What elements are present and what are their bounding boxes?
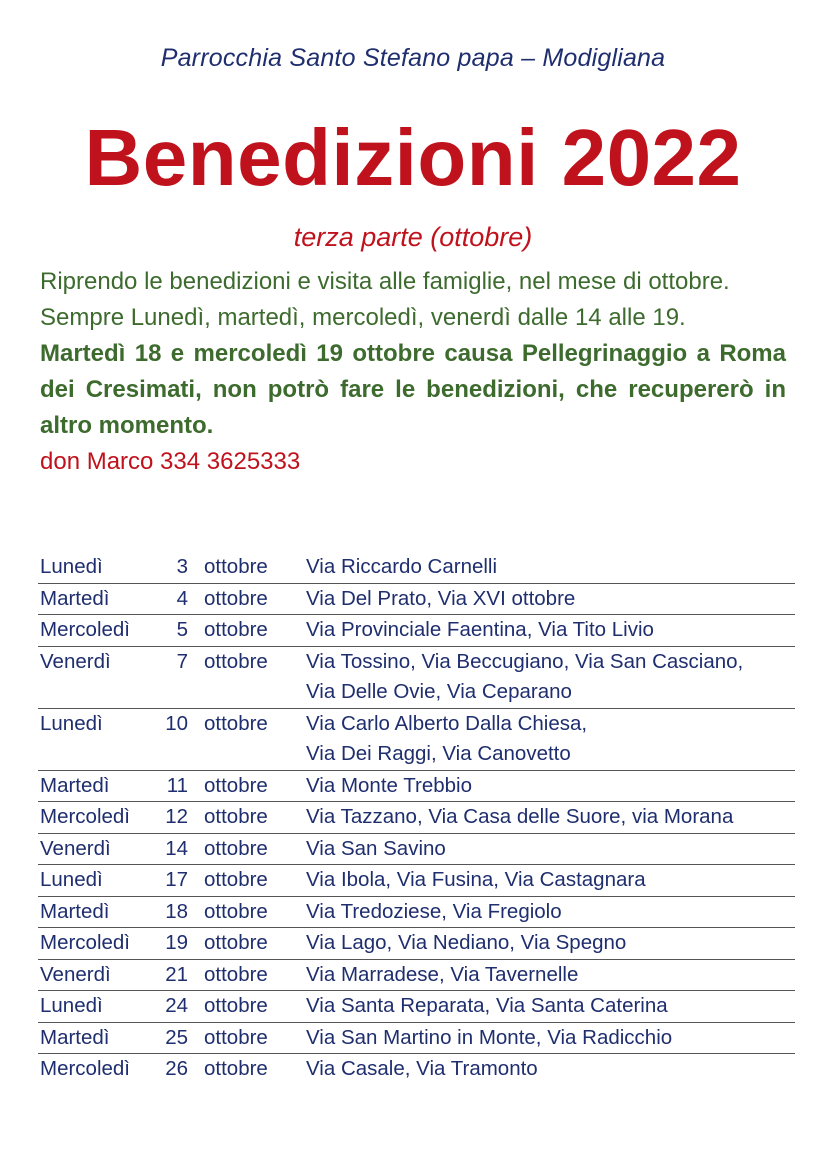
- schedule-streets: [306, 897, 795, 928]
- schedule-date: 17: [165, 868, 188, 891]
- schedule-day: Venerdì: [40, 836, 111, 860]
- street-line: Via San Savino: [306, 836, 446, 860]
- schedule-day: Venerdì: [40, 649, 111, 673]
- schedule-streets: [306, 802, 795, 833]
- schedule-month: ottobre: [204, 962, 268, 986]
- schedule-date: 14: [165, 836, 188, 860]
- schedule-streets: [306, 552, 795, 583]
- schedule-streets: [306, 771, 795, 802]
- street-line: Via Lago, Via Nediano, Via Spegno: [306, 931, 627, 954]
- schedule-month: ottobre: [204, 899, 268, 923]
- schedule-day: Venerdì: [40, 962, 111, 986]
- schedule-date: 21: [165, 962, 188, 986]
- schedule-row: [38, 709, 795, 771]
- street-line: Via Provinciale Faentina, Via Tito Livio: [306, 618, 654, 641]
- street-line: Via Monte Trebbio: [306, 773, 473, 797]
- schedule-month: ottobre: [204, 994, 268, 1017]
- schedule-day: Lunedì: [40, 868, 103, 891]
- schedule-row: [38, 802, 795, 834]
- schedule-row: [38, 1054, 795, 1085]
- page-title: Benedizioni 2022: [84, 113, 742, 202]
- street-line: Via Casale, Via Tramonto: [306, 1057, 538, 1080]
- schedule-day: Lunedì: [40, 711, 103, 735]
- schedule-month: ottobre: [204, 773, 268, 797]
- schedule-streets: [306, 928, 795, 959]
- schedule-date: 5: [176, 618, 188, 641]
- schedule-month: ottobre: [204, 868, 268, 891]
- intro-paragraph-2: Sempre Lunedì, martedì, mercoledì, venerdì dalle 14 alle 19.: [40, 304, 686, 331]
- schedule-streets: [306, 1023, 795, 1054]
- schedule-month: ottobre: [204, 805, 268, 828]
- intro-text: [40, 264, 786, 480]
- schedule-date: 12: [165, 805, 188, 828]
- street-line: Via Tredoziese, Via Fregiolo: [306, 899, 562, 923]
- schedule-month: ottobre: [204, 586, 268, 610]
- schedule-date: 25: [165, 1025, 188, 1049]
- street-line: Via Carlo Alberto Dalla Chiesa,: [306, 711, 588, 735]
- schedule-day: Mercoledì: [40, 618, 131, 641]
- schedule-date: 7: [176, 649, 188, 673]
- schedule-row: [38, 647, 795, 709]
- intro-paragraph-1: Riprendo le benedizioni e visita alle famiglie, nel mese di ottobre.: [40, 268, 730, 295]
- schedule-day: Martedì: [40, 586, 110, 610]
- schedule-row: [38, 584, 795, 616]
- street-line: Via Delle Ovie, Via Ceparano: [306, 680, 572, 703]
- schedule-month: ottobre: [204, 836, 268, 860]
- schedule-row: [38, 552, 795, 584]
- schedule-day: Lunedì: [40, 994, 103, 1017]
- street-line: Via Ibola, Via Fusina, Via Castagnara: [306, 868, 646, 891]
- street-line: Via Tossino, Via Beccugiano, Via San Casciano,: [306, 649, 744, 673]
- street-line: Via Marradese, Via Tavernelle: [306, 962, 579, 986]
- schedule-table: [38, 552, 795, 1085]
- schedule-streets: [306, 584, 795, 615]
- schedule-streets: [306, 865, 795, 896]
- schedule-day: Mercoledì: [40, 805, 131, 828]
- street-line: Via Tazzano, Via Casa delle Suore, via Morana: [306, 805, 734, 828]
- schedule-month: ottobre: [204, 711, 268, 735]
- schedule-day: Lunedì: [40, 555, 103, 578]
- schedule-streets: [306, 991, 795, 1022]
- schedule-date: 24: [165, 994, 188, 1017]
- schedule-streets: [306, 709, 795, 770]
- schedule-streets: [306, 834, 795, 865]
- schedule-date: 11: [166, 773, 188, 797]
- schedule-row: [38, 771, 795, 803]
- street-line: Via Dei Raggi, Via Canovetto: [306, 742, 571, 765]
- schedule-day: Mercoledì: [40, 1057, 131, 1080]
- schedule-date: 19: [165, 931, 188, 954]
- street-line: Via Del Prato, Via XVI ottobre: [306, 586, 576, 610]
- schedule-month: ottobre: [204, 618, 268, 641]
- schedule-row: [38, 865, 795, 897]
- schedule-month: ottobre: [204, 1057, 268, 1080]
- schedule-streets: [306, 960, 795, 991]
- schedule-row: [38, 928, 795, 960]
- schedule-date: 10: [165, 711, 188, 735]
- parish-name: Parrocchia Santo Stefano papa – Modigliana: [160, 44, 666, 72]
- schedule-row: [38, 834, 795, 866]
- schedule-row: [38, 960, 795, 992]
- street-line: Via Santa Reparata, Via Santa Caterina: [306, 994, 668, 1017]
- street-line: Via Riccardo Carnelli: [306, 555, 498, 578]
- schedule-day: Mercoledì: [40, 931, 131, 954]
- schedule-date: 18: [165, 899, 188, 923]
- schedule-streets: [306, 1054, 795, 1085]
- page-subtitle: terza parte (ottobre): [293, 222, 533, 252]
- schedule-month: ottobre: [204, 649, 268, 673]
- schedule-row: [38, 615, 795, 647]
- schedule-row: [38, 991, 795, 1023]
- schedule-month: ottobre: [204, 555, 268, 578]
- schedule-day: Martedì: [40, 773, 110, 797]
- schedule-month: ottobre: [204, 1025, 268, 1049]
- contact-line: don Marco 334 3625333: [40, 448, 301, 475]
- schedule-date: 26: [165, 1057, 188, 1080]
- schedule-month: ottobre: [204, 931, 268, 954]
- street-line: Via San Martino in Monte, Via Radicchio: [306, 1025, 673, 1049]
- schedule-date: 4: [176, 586, 188, 610]
- notice-paragraph: Martedì 18 e mercoledì 19 ottobre causa Pellegrinaggio a Roma dei Cresimati, non potrò fare le benedizioni, che recupererò in altro momento.: [40, 340, 786, 439]
- schedule-date: 3: [176, 555, 188, 578]
- schedule-row: [38, 897, 795, 929]
- schedule-streets: [306, 647, 795, 708]
- schedule-streets: [306, 615, 795, 646]
- schedule-day: Martedì: [40, 899, 110, 923]
- schedule-row: [38, 1023, 795, 1055]
- schedule-day: Martedì: [40, 1025, 110, 1049]
